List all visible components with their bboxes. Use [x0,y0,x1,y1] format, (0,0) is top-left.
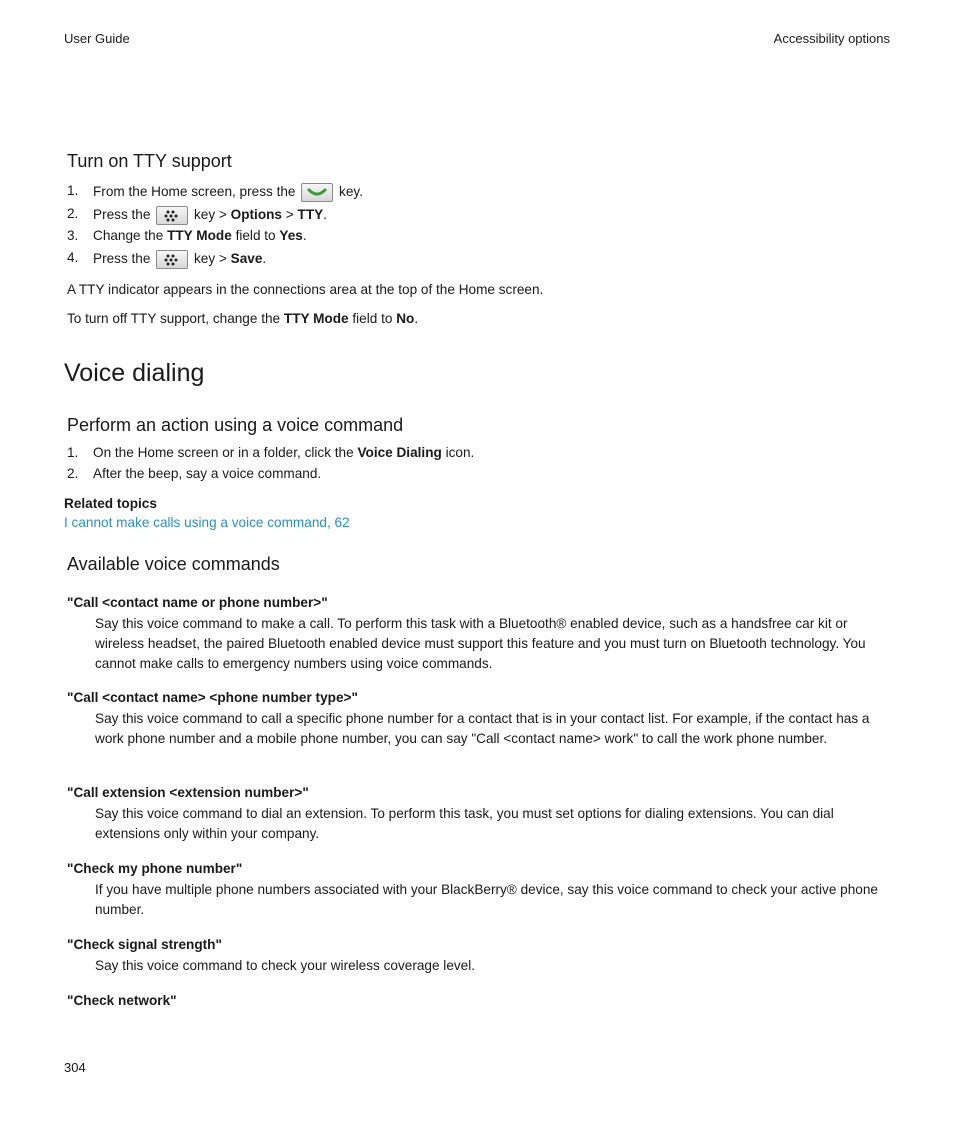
command-description: Say this voice command to call a specific phone number for a contact that is in your contact list. For example, if the contact has a work phone number and a mobile phone number, you can say "Call <contact name> work" to call the work phone number. [95,711,870,746]
command-term: "Call <contact name> <phone number type>" [67,690,358,705]
command-description: If you have multiple phone numbers associated with your BlackBerry® device, say this voice command to check your active phone number. [95,882,878,917]
step-number: 1. [67,445,79,460]
section-title: Voice dialing [64,359,205,387]
tty-step-2: Press the key > Options > TTY. [93,206,327,225]
command-term: "Check network" [67,993,177,1008]
step-number: 4. [67,250,79,265]
command-description: Say this voice command to dial an extension. To perform this task, you must set options for dialing extensions. You can dial extensions only within your company. [95,806,834,841]
tty-indicator-note: A TTY indicator appears in the connections area at the top of the Home screen. [67,282,544,297]
command-term: "Call <contact name or phone number>" [67,595,328,610]
step-number: 1. [67,183,79,198]
tty-step-1: From the Home screen, press the key. [93,183,363,202]
voice-step-2: After the beep, say a voice command. [93,466,322,481]
command-term: "Check signal strength" [67,937,222,952]
voice-commands-heading: Available voice commands [67,554,280,574]
voice-step-1: On the Home screen or in a folder, click the Voice Dialing icon. [93,445,475,460]
step-number: 2. [67,466,79,481]
page-number: 304 [64,1060,86,1075]
command-description: Say this voice command to make a call. To perform this task with a Bluetooth® enabled device, such as a handsfree car kit or wireless headset, the paired Bluetooth enabled device must support this feature and you must turn on Bluetooth technology. You cannot make calls to emergency numbers using voice commands. [95,616,866,671]
related-topic-link[interactable]: I cannot make calls using a voice command, 62 [64,515,350,530]
header-doc-title: User Guide [64,31,130,46]
tty-step-4: Press the key > Save. [93,250,266,269]
command-description: Say this voice command to check your wireless coverage level. [95,958,476,973]
tty-turn-off-note: To turn off TTY support, change the TTY Mode field to No. [67,311,419,326]
step-number: 2. [67,206,79,221]
tty-step-3: Change the TTY Mode field to Yes. [93,228,307,243]
header-section-title: Accessibility options [773,31,890,46]
voice-action-heading: Perform an action using a voice command [67,415,404,435]
menu-key-icon [156,206,188,225]
command-term: "Check my phone number" [67,861,243,876]
send-key-icon [301,183,333,202]
related-topics-label: Related topics [64,496,157,511]
step-number: 3. [67,228,79,243]
command-term: "Call extension <extension number>" [67,785,309,800]
menu-key-icon [156,250,188,269]
tty-heading: Turn on TTY support [67,151,232,171]
